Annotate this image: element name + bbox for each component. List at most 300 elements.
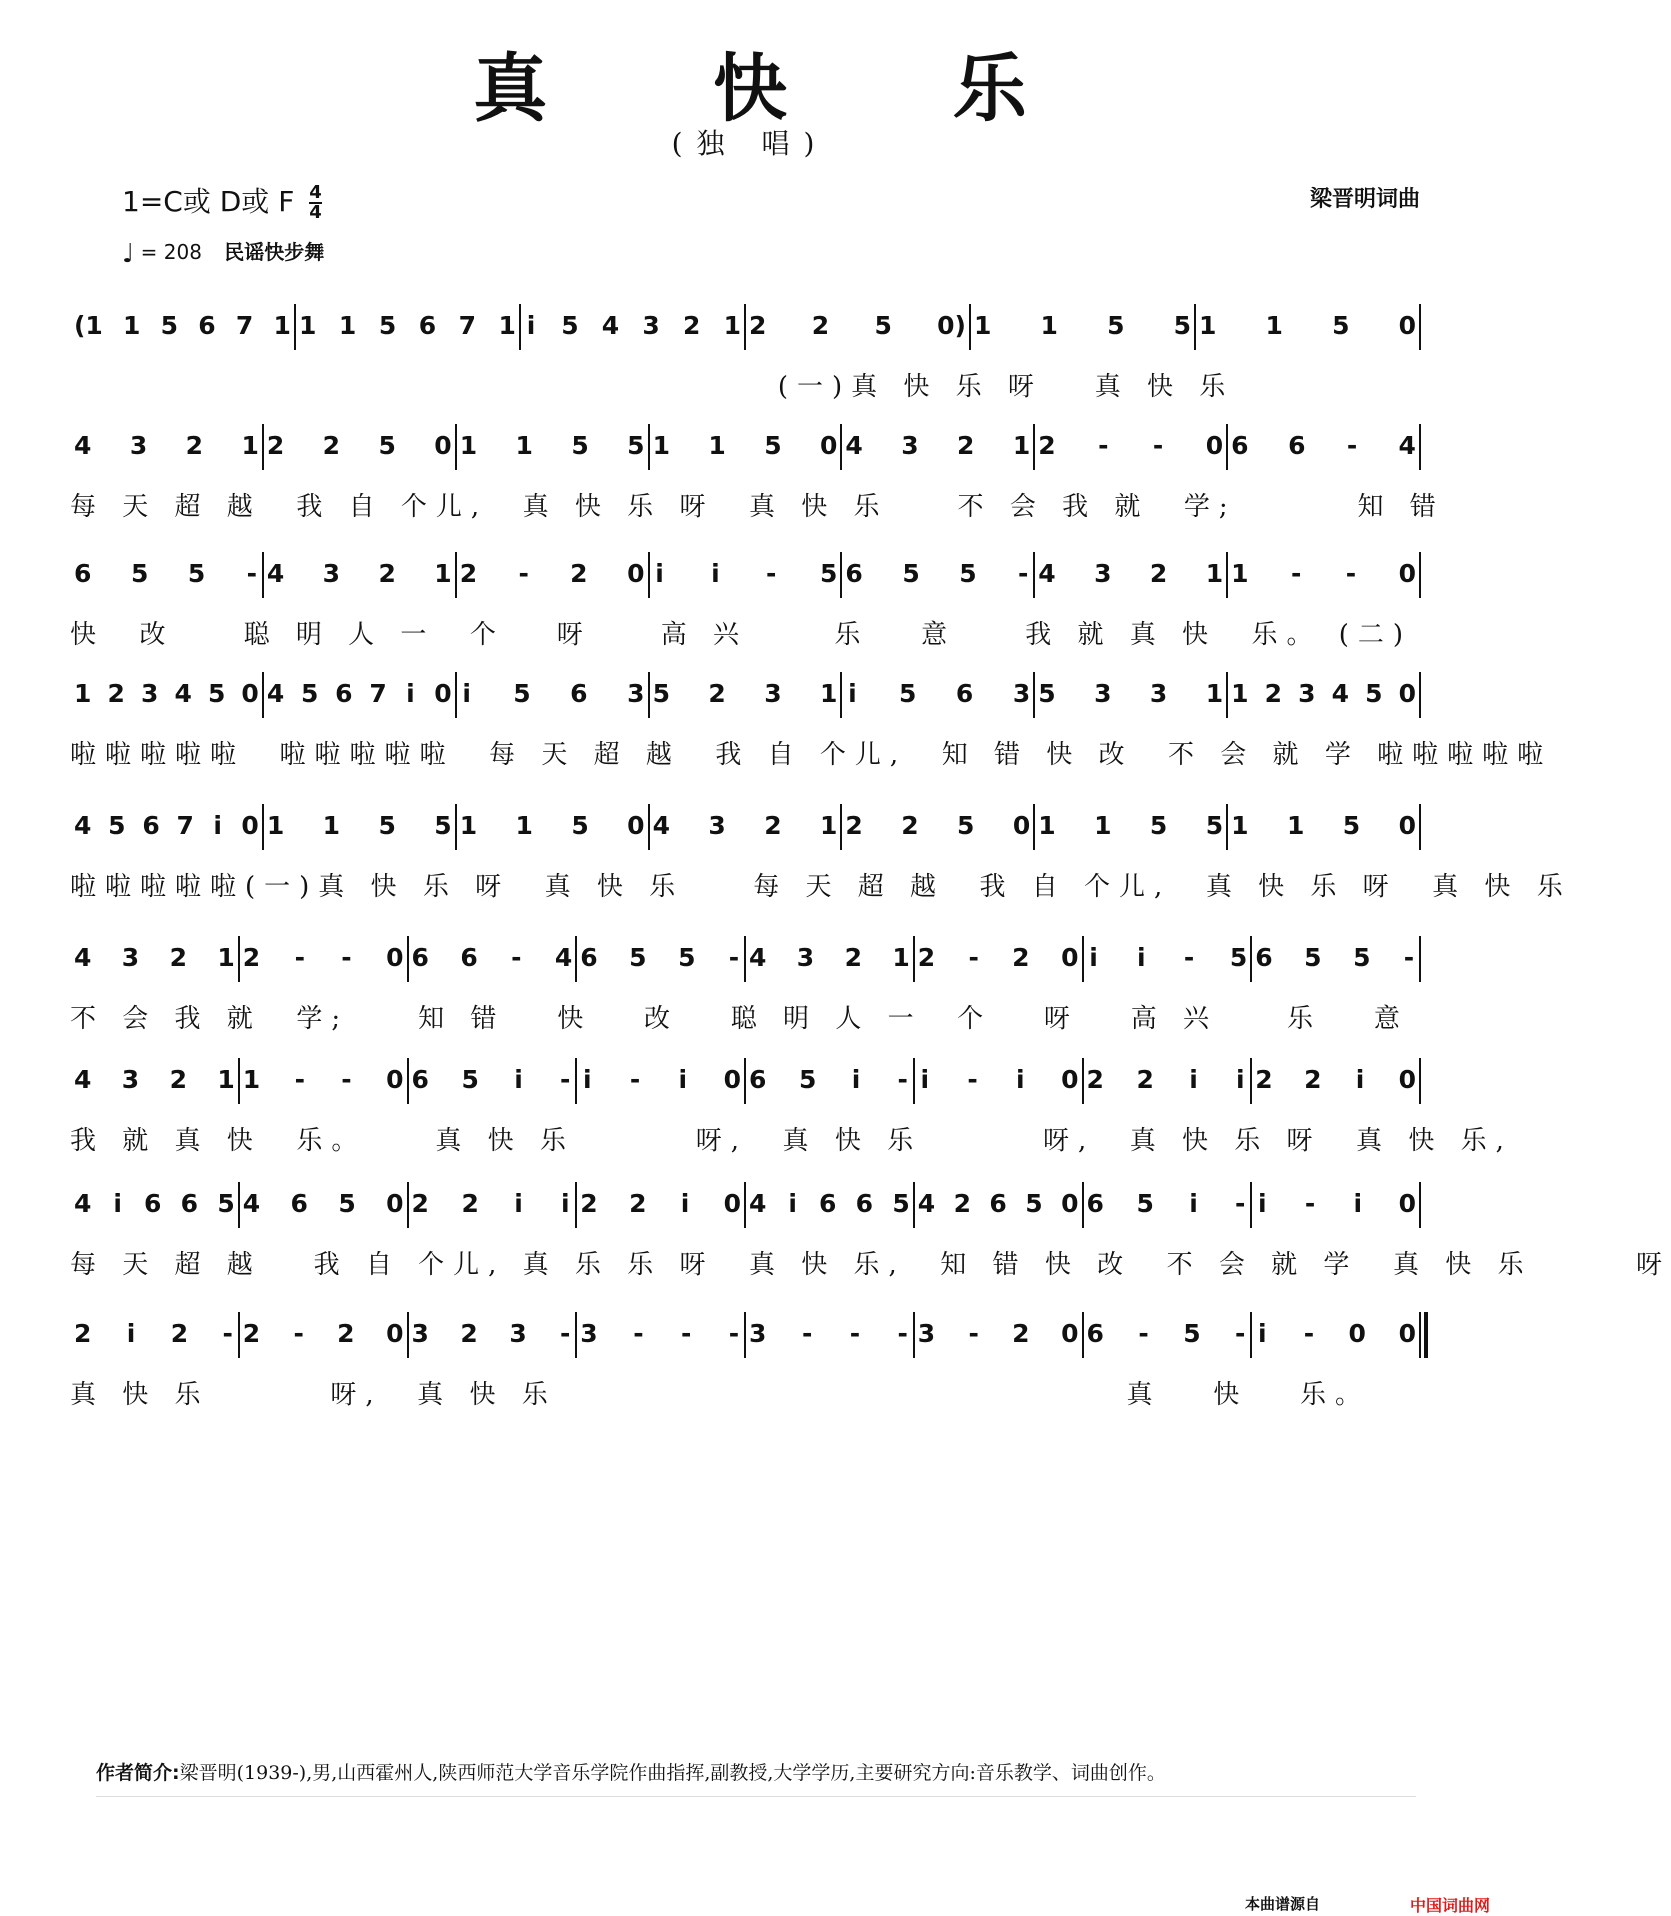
note: 5 (652, 678, 670, 708)
note: 2 (901, 810, 919, 840)
measure-row (0, 548, 1500, 608)
note: - (1403, 942, 1415, 972)
note: i (514, 1064, 523, 1094)
measure-row (0, 420, 1500, 480)
score-system (0, 1308, 1500, 1428)
note: 0 (1061, 942, 1079, 972)
note: i (526, 310, 536, 340)
measure (408, 1054, 577, 1104)
measure (970, 300, 1195, 350)
lyrics-line: 啦啦啦啦啦 啦啦啦啦啦 每 天 超 越 我 自 个儿, 知 错 快 改 不 会 就 学 啦啦啦啦啦 (70, 740, 1553, 770)
key-signature (122, 180, 322, 222)
note: 0 (1398, 310, 1416, 340)
measure (914, 1308, 1083, 1358)
measure (456, 548, 649, 598)
note: 0 (386, 942, 404, 972)
lyrics-line: 不 会 我 就 学; 知 错 快 改 聪 明 人 一 个 呀 高 兴 乐 意 (70, 1004, 1409, 1034)
note: 5 (1304, 942, 1322, 972)
note: - (246, 558, 257, 588)
note: 1 (1231, 678, 1249, 708)
note: 3 (1094, 558, 1112, 588)
note: - (1152, 430, 1164, 460)
measure (456, 420, 649, 470)
note: 1 (515, 810, 533, 840)
note: 2 (845, 810, 863, 840)
bio-divider (96, 1796, 1416, 1797)
note: 1 (299, 310, 317, 340)
measure (263, 800, 456, 850)
barline (1419, 552, 1421, 598)
note: 4 (845, 430, 863, 460)
note: 2 (844, 942, 862, 972)
note: - (1018, 558, 1029, 588)
note: 5 (513, 678, 531, 708)
note: 7 (235, 310, 254, 340)
note: 1 (652, 430, 670, 460)
note: 0 (1398, 1318, 1416, 1348)
measure-row (0, 668, 1500, 728)
note: - (681, 1318, 692, 1348)
measure (649, 548, 842, 598)
measure (70, 548, 263, 598)
note: 1 (459, 430, 478, 460)
measure (1251, 1178, 1420, 1228)
measure (1227, 800, 1420, 850)
note: 5 (378, 430, 396, 460)
measure (649, 668, 842, 718)
score-system (0, 1054, 1513, 1174)
note: 1 (1040, 310, 1058, 340)
note: 7 (458, 310, 477, 340)
measure (408, 1178, 577, 1228)
note: 6 (1086, 1318, 1104, 1348)
note: 4 (266, 558, 285, 588)
note: 5 (1365, 678, 1383, 708)
note: - (633, 1318, 644, 1348)
measure (70, 300, 295, 350)
note: 6 (74, 558, 92, 588)
note: 1 (498, 310, 516, 340)
note: 6 (335, 678, 353, 708)
barline (1419, 1312, 1421, 1358)
note: 5 (898, 678, 917, 708)
note: 1 (459, 810, 478, 840)
note: 4 (174, 678, 192, 708)
note: - (897, 1064, 908, 1094)
measure (1251, 1054, 1420, 1104)
measure (70, 1308, 239, 1358)
note: 6 (855, 1188, 874, 1218)
note: 1 (266, 810, 285, 840)
note: 5 (1107, 310, 1125, 340)
lyrics-line: 我 就 真 快 乐。 真 快 乐 呀, 真 快 乐 呀, 真 快 乐 呀 真 快 乐, (70, 1126, 1513, 1156)
measure (408, 932, 577, 982)
note: 2 (1304, 1064, 1322, 1094)
note: 5 (1173, 310, 1191, 340)
measure-row (0, 1308, 1500, 1368)
note: 1 (1286, 810, 1305, 840)
note: 5 (799, 1064, 817, 1094)
note: 0 (1012, 810, 1031, 840)
note: 5 (892, 1188, 910, 1218)
note: 0 (386, 1188, 404, 1218)
note: 6 (411, 942, 429, 972)
key-text: 1=C或 D或 F (122, 185, 295, 218)
note: - (728, 942, 740, 972)
note: 5 (207, 678, 226, 708)
note: 0 (1398, 810, 1416, 840)
note: 4 (74, 1064, 92, 1094)
note: 4 (652, 810, 670, 840)
note: i (113, 1188, 122, 1218)
measure (1034, 420, 1227, 470)
source-note: 本曲谱源自 (1244, 1895, 1320, 1913)
note: 5 (561, 310, 579, 340)
final-barline (1424, 1312, 1428, 1358)
note: 6 (290, 1188, 308, 1218)
measure-row (0, 800, 1500, 860)
note: 6 (749, 1064, 767, 1094)
measure (239, 1308, 408, 1358)
note: 3 (121, 1064, 140, 1094)
note: 1 (241, 430, 259, 460)
measure (745, 932, 914, 982)
barline (1419, 424, 1421, 470)
note: i (678, 1064, 688, 1094)
note: 5 (571, 430, 589, 460)
note: 2 (74, 1318, 92, 1348)
note: 1 (1265, 310, 1283, 340)
note: 4 (242, 1188, 261, 1218)
note: 3 (1094, 678, 1112, 708)
note: 6 (411, 1064, 429, 1094)
note: 1 (820, 810, 838, 840)
measure (1251, 932, 1420, 982)
note: 4 (601, 310, 620, 340)
barline (1419, 672, 1421, 718)
note: 2 (242, 1318, 261, 1348)
note: 3 (764, 678, 782, 708)
measure (841, 548, 1034, 598)
note: i (848, 678, 857, 708)
note: 2 (708, 678, 726, 708)
note: 4 (74, 1188, 92, 1218)
note: 2 (749, 310, 767, 340)
note: 5 (378, 310, 397, 340)
note: - (629, 1064, 641, 1094)
note: 5 (1149, 810, 1168, 840)
author-bio (96, 1758, 1436, 1785)
note: 1 (434, 558, 452, 588)
note: 3 (509, 1318, 527, 1348)
note: 3 (627, 678, 645, 708)
note: 3 (1012, 678, 1031, 708)
note: 5 (1183, 1318, 1201, 1348)
measure (456, 668, 649, 718)
score-system (0, 1178, 1671, 1298)
score-system (0, 420, 1500, 540)
note: 1 (217, 1064, 235, 1094)
note: 1 (123, 310, 141, 340)
measure (914, 932, 1083, 982)
note: 2 (322, 430, 341, 460)
measure (576, 1054, 745, 1104)
note: 3 (411, 1318, 429, 1348)
note: 2 (629, 1188, 647, 1218)
note: 5 (160, 310, 179, 340)
note: 5 (338, 1188, 356, 1218)
note: 2 (953, 1188, 971, 1218)
note: 6 (1231, 430, 1249, 460)
note: 5 (764, 430, 782, 460)
note: 5 (874, 310, 892, 340)
time-signature-bottom: 4 (309, 202, 322, 223)
tempo-marking (122, 236, 324, 269)
note: 2 (169, 1064, 187, 1094)
note: 0 (1398, 1064, 1416, 1094)
note: 1 (1038, 810, 1056, 840)
note: 5 (1332, 310, 1350, 340)
page-title: 真 快 乐 (473, 46, 1097, 132)
note: 0 (627, 810, 645, 840)
note: 2 (378, 558, 396, 588)
measure (1227, 668, 1420, 718)
measure (1034, 800, 1227, 850)
note: 5 (1353, 942, 1371, 972)
measure (70, 668, 263, 718)
note: 5 (301, 678, 319, 708)
note: 3 (1298, 678, 1316, 708)
note: 0 (434, 430, 452, 460)
score-system (0, 800, 1572, 920)
lyrics-line: 真 快 乐 呀, 真 快 乐 真 快 乐。 (70, 1380, 1371, 1410)
note: 0 (723, 1188, 741, 1218)
note: - (341, 1064, 352, 1094)
measure (745, 1178, 914, 1228)
measure (295, 300, 520, 350)
note: 2 (580, 1188, 598, 1218)
note: - (294, 942, 305, 972)
note: 6 (1255, 942, 1273, 972)
note: - (1098, 430, 1109, 460)
note: 3 (580, 1318, 598, 1348)
measure (1034, 668, 1227, 718)
note: 2 (460, 1318, 478, 1348)
note: 0 (386, 1318, 404, 1348)
measure (263, 548, 456, 598)
note: 0 (1398, 558, 1416, 588)
note: - (1345, 558, 1357, 588)
note: 6 (570, 678, 588, 708)
note: 0 (434, 678, 452, 708)
note: 3 (129, 430, 148, 460)
note: 5 (1025, 1188, 1043, 1218)
note: 5 (1038, 678, 1056, 708)
barline (1419, 304, 1421, 350)
note: 5 (957, 810, 975, 840)
measure (576, 1308, 745, 1358)
note: - (1138, 1318, 1149, 1348)
measure (70, 800, 263, 850)
note: 1 (1094, 810, 1112, 840)
note: 6 (989, 1188, 1007, 1218)
note: 6 (143, 1188, 162, 1218)
note: 3 (749, 1318, 767, 1348)
barline (1419, 804, 1421, 850)
note: i (582, 1064, 592, 1094)
note: - (293, 1318, 304, 1348)
bio-text: 梁晋明(1939-),男,山西霍州人,陕西师范大学音乐学院作曲指挥,副教授,大学学历,主要研究方向:音乐教学、词曲创作。 (179, 1762, 1166, 1784)
note: i (920, 1064, 930, 1094)
measure (263, 420, 456, 470)
note: 1 (820, 678, 838, 708)
note: i (1189, 1064, 1198, 1094)
note: 2 (1255, 1064, 1273, 1094)
note: 3 (901, 430, 919, 460)
bio-label: 作者简介: (96, 1762, 180, 1784)
measure (745, 1054, 914, 1104)
note: - (968, 1318, 979, 1348)
note: 0) (937, 310, 966, 340)
note: 5 (1205, 810, 1224, 840)
note: - (967, 1064, 978, 1094)
barline (1419, 1058, 1421, 1104)
note: 2 (1264, 678, 1283, 708)
note: - (1235, 1188, 1246, 1218)
measure (1227, 420, 1420, 470)
measure (70, 420, 263, 470)
note: 3 (1149, 678, 1168, 708)
note: 2 (682, 310, 701, 340)
measure (239, 932, 408, 982)
note: - (341, 942, 352, 972)
note: 2 (461, 1188, 479, 1218)
note: 6 (418, 310, 437, 340)
note: 3 (322, 558, 341, 588)
note: 1 (242, 1064, 261, 1094)
note: 6 (1086, 1188, 1104, 1218)
note: 1 (1199, 310, 1217, 340)
measure (1083, 1054, 1252, 1104)
note: 4 (266, 678, 285, 708)
note: 4 (749, 1188, 767, 1218)
note: - (560, 1318, 571, 1348)
note: 4 (1331, 678, 1349, 708)
note: 5 (627, 430, 645, 460)
lyrics-line: 快 改 聪 明 人 一 个 呀 高 兴 乐 意 我 就 真 快 乐。 (二) (70, 620, 1413, 650)
note: 0 (1061, 1318, 1079, 1348)
note: 4 (1038, 558, 1056, 588)
measure-row (0, 1178, 1500, 1238)
time-signature-top: 4 (309, 182, 322, 203)
note: 1 (708, 430, 726, 460)
note: 2 (1012, 942, 1030, 972)
note: 5 (108, 810, 126, 840)
note: 3 (708, 810, 726, 840)
note: 2 (266, 430, 285, 460)
measure (745, 300, 970, 350)
note: 1 (1205, 558, 1224, 588)
note: 6 (142, 810, 160, 840)
note: - (897, 1318, 908, 1348)
lyrics-line: (一)真 快 乐 呀 真 快 乐 (70, 372, 1235, 402)
measure (1083, 1178, 1252, 1228)
measure (914, 1054, 1083, 1104)
note: 5 (629, 942, 647, 972)
measure (263, 668, 456, 718)
note: 0 (723, 1064, 741, 1094)
note: i (406, 678, 415, 708)
note: 2 (242, 942, 261, 972)
note: 2 (1136, 1064, 1154, 1094)
lyrics-line: 每 天 超 越 我 自 个儿, 真 快 乐 呀 真 快 乐 不 会 我 就 学; 知 错 (70, 492, 1445, 522)
note: 5 (1229, 942, 1248, 972)
note: 5 (217, 1188, 235, 1218)
note: 2 (811, 310, 830, 340)
note: i (1016, 1064, 1025, 1094)
note: 5 (571, 810, 589, 840)
measure (408, 1308, 577, 1358)
note: 5 (820, 558, 838, 588)
note: 2 (1086, 1064, 1104, 1094)
note: 2 (1012, 1318, 1030, 1348)
note: 7 (369, 678, 387, 708)
measure (1083, 932, 1252, 982)
note: i (788, 1188, 797, 1218)
note: 3 (121, 942, 140, 972)
note: 2 (185, 430, 204, 460)
note: - (849, 1318, 861, 1348)
measure (1195, 300, 1420, 350)
note: 5 (130, 558, 149, 588)
note: 6 (845, 558, 863, 588)
measure (70, 932, 239, 982)
measure (1251, 1308, 1420, 1358)
note: 0 (386, 1064, 404, 1094)
note: 3 (140, 678, 159, 708)
note: i (1353, 1188, 1363, 1218)
tempo-value: = 208 (140, 240, 202, 264)
note: 2 (107, 678, 125, 708)
score-system (0, 668, 1553, 788)
note: 0 (1348, 1318, 1366, 1348)
measure (1227, 548, 1420, 598)
measure (520, 300, 745, 350)
note: 1 (974, 310, 992, 340)
measure (649, 800, 842, 850)
note: - (1291, 558, 1302, 588)
note: - (222, 1318, 233, 1348)
note: 0 (241, 678, 259, 708)
note: - (801, 1318, 813, 1348)
note: 5 (461, 1064, 479, 1094)
note: 0 (627, 558, 645, 588)
site-logo[interactable]: 中国词曲网 (1409, 1896, 1490, 1915)
note: 2 (169, 942, 187, 972)
note: i (1257, 1188, 1267, 1218)
note: 5 (434, 810, 452, 840)
note: 2 (917, 942, 936, 972)
note: 5 (678, 942, 696, 972)
note: i (1136, 942, 1146, 972)
note: 1 (1205, 678, 1224, 708)
note: i (711, 558, 720, 588)
note: 6 (460, 942, 478, 972)
note: 1 (892, 942, 910, 972)
score-system (0, 932, 1500, 1052)
measure (649, 420, 842, 470)
measure (70, 1054, 239, 1104)
